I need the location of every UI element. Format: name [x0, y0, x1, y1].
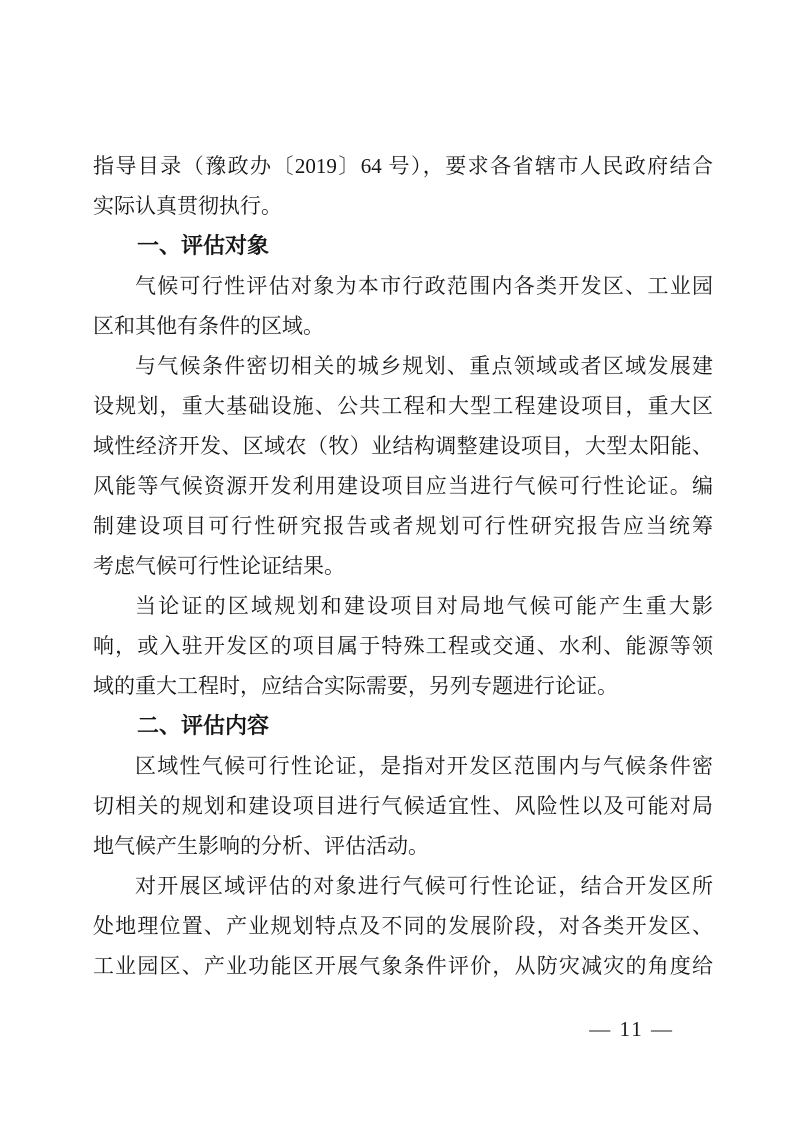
text-line: 考虑气候可行性论证结果。 — [93, 554, 345, 578]
text-line: 指导目录（豫政办〔2019〕64 号），要求各省辖市人民政府结合 — [93, 154, 713, 178]
text-line: 切相关的规划和建设项目进行气候适宜性、风险性以及可能对局 — [93, 794, 713, 818]
text-line: 当论证的区域规划和建设项目对局地气候可能产生重大影 — [135, 594, 713, 618]
text-line: 区和其他有条件的区域。 — [93, 314, 324, 338]
document-body — [93, 146, 713, 986]
text-line: 区域性气候可行性论证，是指对开发区范围内与气候条件密 — [135, 754, 713, 778]
page-number: — 11 — — [589, 1017, 674, 1041]
text-line: 风能等气候资源开发利用建设项目应当进行气候可行性论证。编 — [93, 474, 713, 498]
text-line: 处地理位置、产业规划特点及不同的发展阶段，对各类开发区、 — [93, 914, 713, 938]
text-line: 气候可行性评估对象为本市行政范围内各类开发区、工业园 — [135, 274, 713, 298]
text-line: 工业园区、产业功能区开展气象条件评价，从防灾减灾的角度给 — [93, 954, 713, 978]
text-line: 制建设项目可行性研究报告或者规划可行性研究报告应当统筹 — [93, 514, 713, 538]
text-line: 域的重大工程时，应结合实际需要，另列专题进行论证。 — [93, 674, 618, 698]
section-heading: 一、评估对象 — [137, 233, 270, 258]
text-line: 设规划，重大基础设施、公共工程和大型工程建设项目，重大区 — [93, 394, 713, 418]
text-line: 响，或入驻开发区的项目属于特殊工程或交通、水利、能源等领 — [93, 634, 713, 658]
text-line: 域性经济开发、区域农（牧）业结构调整建设项目，大型太阳能、 — [93, 434, 713, 458]
text-line: 地气候产生影响的分析、评估活动。 — [93, 834, 429, 858]
text-line: 与气候条件密切相关的城乡规划、重点领域或者区域发展建 — [135, 354, 713, 378]
text-line: 实际认真贯彻执行。 — [93, 194, 282, 218]
section-heading: 二、评估内容 — [137, 713, 270, 738]
text-line: 对开展区域评估的对象进行气候可行性论证，结合开发区所 — [135, 874, 713, 898]
